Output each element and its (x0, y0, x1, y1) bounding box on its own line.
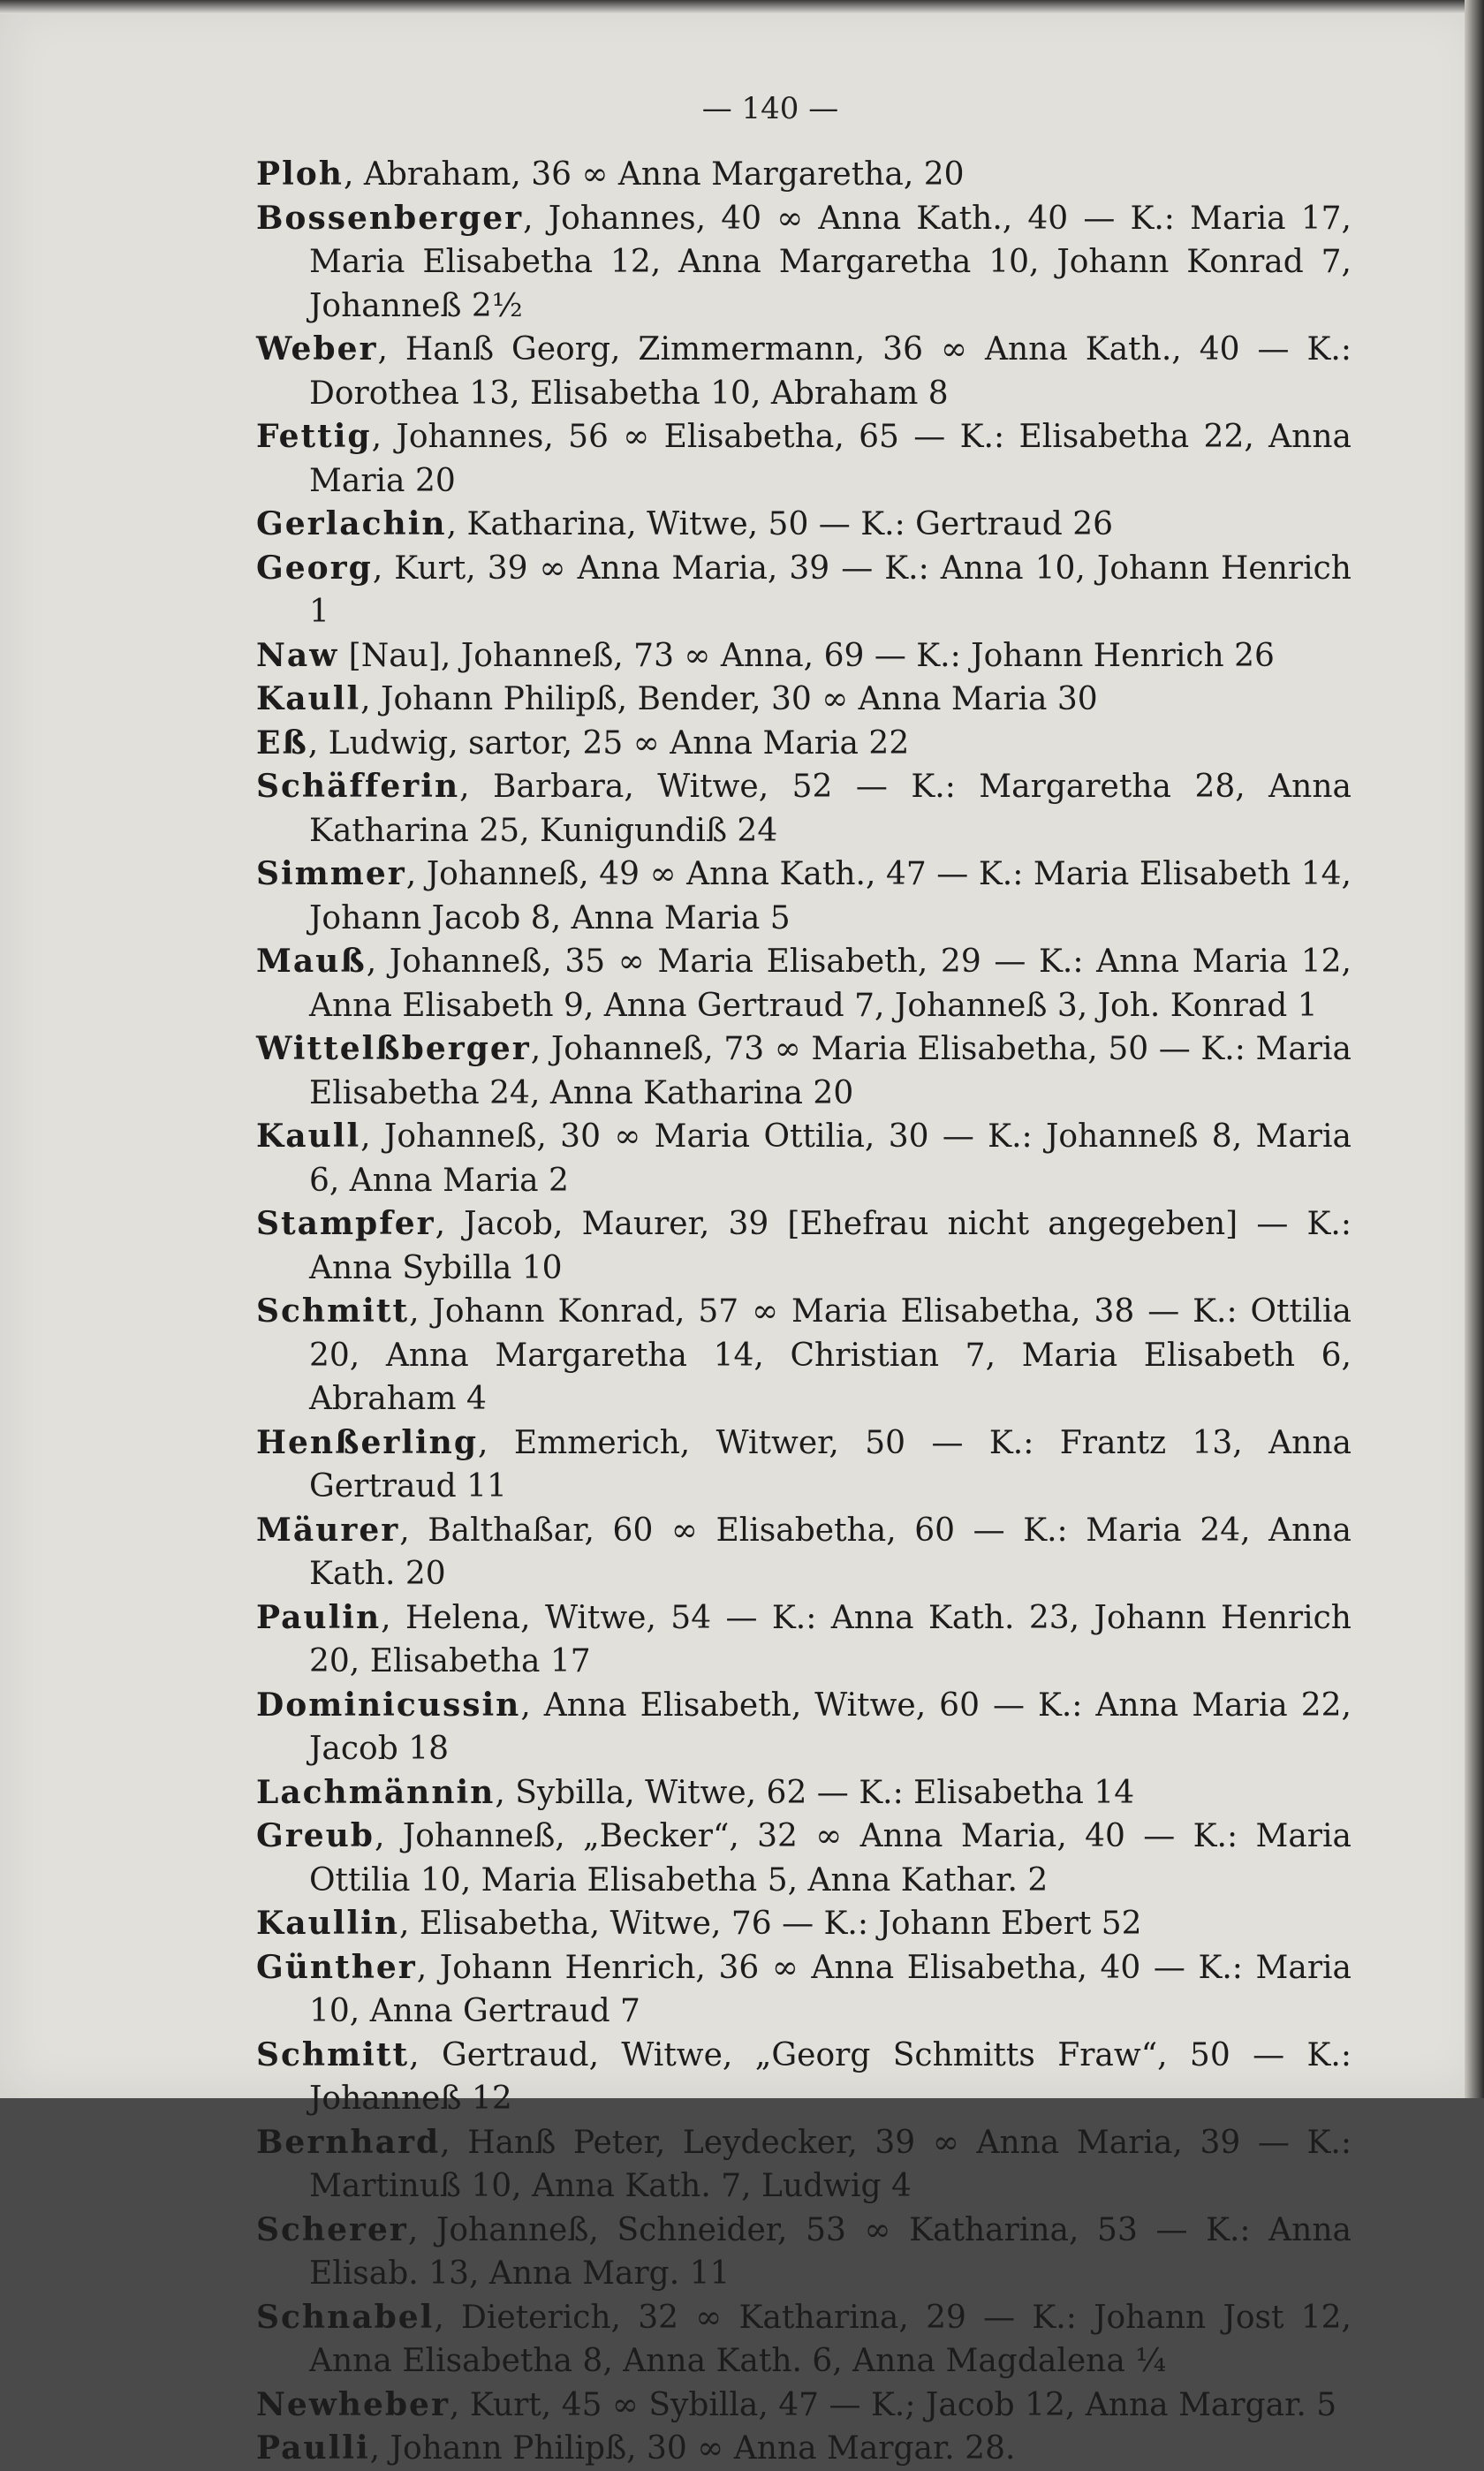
register-entry (256, 2427, 1352, 2471)
page-edge-shadow (1465, 0, 1484, 2098)
entry-surname: Fettig (256, 418, 372, 455)
register-entry (256, 678, 1352, 722)
entry-surname: Kaullin (256, 1905, 399, 1942)
entry-surname: Greub (256, 1817, 375, 1854)
register-entry (256, 415, 1352, 503)
entry-surname: Wittelßberger (256, 1030, 531, 1067)
register-entry (256, 1684, 1352, 1771)
register-entry (256, 1596, 1352, 1684)
entry-details: , Johann Henrich, 36 ∞ Anna Elisabetha, 40 — K.: Maria 10, Anna Gertraud 7 (309, 1949, 1352, 2029)
register-entry (256, 1815, 1352, 1902)
entry-surname: Eß (256, 724, 308, 762)
entry-details: , Elisabetha, Witwe, 76 — K.: Johann Ebert 52 (399, 1906, 1142, 1942)
register-entry (256, 1421, 1352, 1509)
register-entry (256, 547, 1352, 634)
entry-details: , Johanneß, 73 ∞ Maria Elisabetha, 50 — K.: Maria Elisabetha 24, Anna Katharina 20 (309, 1031, 1352, 1111)
entry-surname: Paulli (256, 2429, 370, 2467)
entry-surname: Mäurer (256, 1511, 400, 1549)
register-entry (256, 1202, 1352, 1290)
entry-surname: Schäfferin (256, 768, 460, 805)
register-entry (256, 940, 1352, 1027)
register-entry (256, 2121, 1352, 2209)
register-entry (256, 1115, 1352, 1202)
register-entry (256, 1027, 1352, 1115)
register-entry (256, 197, 1352, 329)
register-entry (256, 765, 1352, 853)
entry-details: , Emmerich, Witwer, 50 — K.: Frantz 13, Anna Gertraud 11 (309, 1424, 1352, 1505)
entry-details: , Johannes, 56 ∞ Elisabetha, 65 — K.: Elisabetha 22, Anna Maria 20 (309, 419, 1352, 499)
entry-surname: Schnabel (256, 2298, 435, 2336)
entry-surname: Georg (256, 549, 373, 587)
entry-surname: Schmitt (256, 1292, 410, 1330)
entry-details: , Kurt, 39 ∞ Anna Maria, 39 — K.: Anna 10, Johann Henrich 1 (309, 550, 1352, 630)
register-entry (256, 853, 1352, 940)
entry-details: , Johanneß, Schneider, 53 ∞ Katharina, 53 — K.: Anna Elisab. 13, Anna Marg. 11 (309, 2211, 1352, 2292)
entry-surname: Simmer (256, 855, 406, 892)
entry-details: , Johann Philipß, 30 ∞ Anna Margar. 28. (369, 2430, 1016, 2467)
entry-details: , Johanneß, „Becker“, 32 ∞ Anna Maria, 40 — K.: Maria Ottilia 10, Maria Elisabetha 5, Anna Kathar. 2 (309, 1818, 1352, 1899)
entry-details: , Abraham, 36 ∞ Anna Margaretha, 20 (343, 156, 965, 193)
entry-surname: Günther (256, 1948, 417, 1986)
entry-surname: Kaull (256, 1118, 361, 1155)
entry-surname: Mauß (256, 943, 367, 980)
register-entry (256, 2034, 1352, 2121)
entry-surname: Ploh (256, 155, 344, 193)
entry-surname: Scherer (256, 2210, 408, 2248)
entry-surname: Paulin (256, 1598, 382, 1636)
entry-details: [Nau], Johanneß, 73 ∞ Anna, 69 — K.: Johann Henrich 26 (338, 637, 1275, 674)
entry-surname: Bernhard (256, 2123, 441, 2161)
register-entry (256, 2296, 1352, 2384)
entry-details: , Balthaßar, 60 ∞ Elisabetha, 60 — K.: Maria 24, Anna Kath. 20 (309, 1512, 1352, 1592)
entry-details: , Katharina, Witwe, 50 — K.: Gertraud 26 (446, 506, 1114, 542)
register-entry (256, 634, 1352, 678)
scan-top-shadow (0, 0, 1484, 14)
entry-surname: Gerlachin (256, 505, 447, 542)
register-entry (256, 153, 1352, 197)
register-entry (256, 328, 1352, 415)
entry-surname: Stampfer (256, 1205, 435, 1242)
entry-details: , Gertraud, Witwe, „Georg Schmitts Fraw“, 50 — K.: Johanneß 12 (309, 2036, 1352, 2117)
register-entry (256, 1771, 1352, 1815)
entry-surname: Naw (256, 636, 339, 674)
entry-details: , Johanneß, 35 ∞ Maria Elisabeth, 29 — K.: Anna Maria 12, Anna Elisabeth 9, Anna Gertraud 7, Johanneß 3, Joh. Konrad 1 (309, 944, 1352, 1024)
entry-details: , Anna Elisabeth, Witwe, 60 — K.: Anna Maria 22, Jacob 18 (309, 1686, 1352, 1767)
register-entry (256, 1290, 1352, 1421)
register-entry (256, 1946, 1352, 2034)
entry-details: , Kurt, 45 ∞ Sybilla, 47 — K.; Jacob 12, Anna Margar. 5 (449, 2386, 1337, 2423)
entry-details: , Dieterich, 32 ∞ Katharina, 29 — K.: Johann Jost 12, Anna Elisabetha 8, Anna Kath. 6, Anna Magdalena ¼ (309, 2299, 1352, 2379)
register-entry (256, 2209, 1352, 2296)
register-entry (256, 1902, 1352, 1946)
register-entry (256, 1509, 1352, 1596)
entry-details: , Johann Philipß, Bender, 30 ∞ Anna Maria 30 (360, 681, 1098, 717)
entry-details: , Johanneß, 30 ∞ Maria Ottilia, 30 — K.: Johanneß 8, Maria 6, Anna Maria 2 (309, 1118, 1352, 1199)
entry-details: , Johann Konrad, 57 ∞ Maria Elisabetha, 38 — K.: Ottilia 20, Anna Margaretha 14, Christian 7, Maria Elisabeth 6, Abraham 4 (309, 1293, 1352, 1417)
entry-surname: Weber (256, 330, 378, 368)
register-entries (256, 153, 1352, 2471)
entry-surname: Dominicussin (256, 1686, 521, 1724)
entry-details: , Hanß Georg, Zimmermann, 36 ∞ Anna Kath., 40 — K.: Dorothea 13, Elisabetha 10, Abraham 8 (309, 331, 1352, 412)
register-entry (256, 722, 1352, 766)
entry-surname: Newheber (256, 2385, 450, 2423)
entry-surname: Lachmännin (256, 1773, 496, 1811)
entry-surname: Henßerling (256, 1423, 479, 1461)
page-number: — 140 — (701, 91, 839, 126)
entry-details: , Hanß Peter, Leydecker, 39 ∞ Anna Maria, 39 — K.: Martinuß 10, Anna Kath. 7, Ludwig 4 (309, 2124, 1352, 2204)
entry-surname: Bossenberger (256, 199, 524, 237)
entry-surname: Kaull (256, 680, 361, 717)
entry-details: , Barbara, Witwe, 52 — K.: Margaretha 28, Anna Katharina 25, Kunigundiß 24 (309, 769, 1352, 849)
entry-details: , Johanneß, 49 ∞ Anna Kath., 47 — K.: Maria Elisabeth 14, Johann Jacob 8, Anna Maria 5 (309, 856, 1352, 936)
register-entry (256, 503, 1352, 547)
entry-details: , Johannes, 40 ∞ Anna Kath., 40 — K.: Maria 17, Maria Elisabetha 12, Anna Margaretha 10, Johann Konrad 7, Johanneß 2½ (309, 200, 1352, 324)
entry-details: , Jacob, Maurer, 39 [Ehefrau nicht angegeben] — K.: Anna Sybilla 10 (309, 1206, 1352, 1286)
entry-details: , Ludwig, sartor, 25 ∞ Anna Maria 22 (307, 724, 910, 762)
register-entry (256, 2384, 1352, 2428)
entry-details: , Helena, Witwe, 54 — K.: Anna Kath. 23, Johann Henrich 20, Elisabetha 17 (309, 1599, 1352, 1679)
entry-surname: Schmitt (256, 2035, 410, 2073)
entry-details: , Sybilla, Witwe, 62 — K.: Elisabetha 14 (495, 1774, 1135, 1811)
